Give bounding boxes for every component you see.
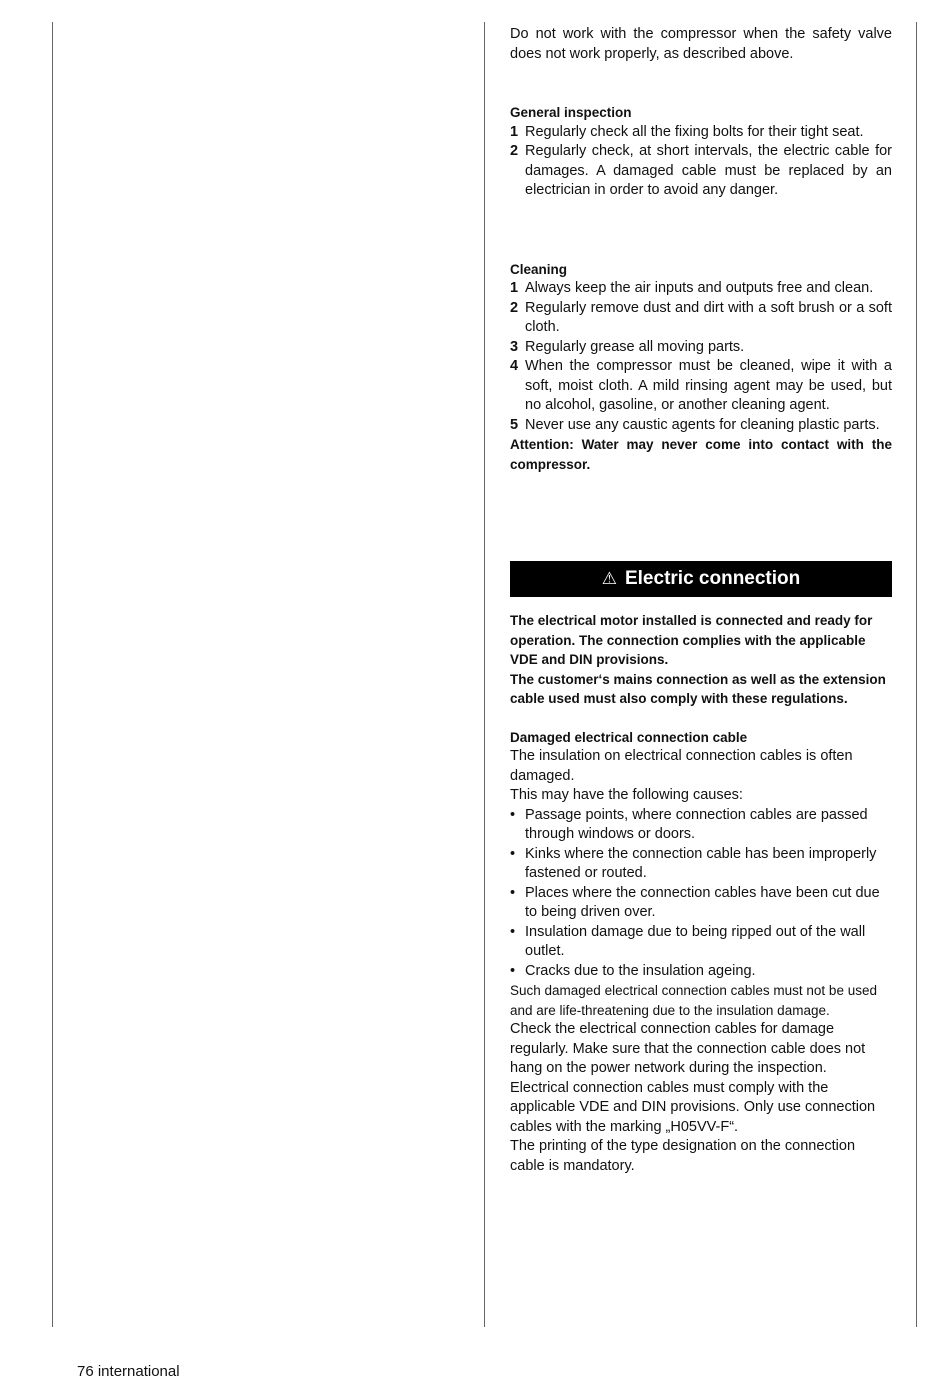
check-cables-paragraph: Check the electrical connection cables for damage regularly. Make sure that the connection cable does not hang on the power network during the inspection.: [510, 1021, 866, 1076]
bullet-text: Places where the connection cables have been cut due to being driven over.: [525, 884, 880, 920]
cleaning-heading: Cleaning: [510, 261, 568, 277]
item-number: 1: [510, 123, 519, 140]
item-number: 3: [510, 338, 519, 355]
bullet-icon: •: [510, 962, 516, 979]
bullet-icon: •: [510, 845, 516, 862]
list-item: [510, 123, 892, 143]
electric-intro-paragraph: The electrical motor installed is connected and ready for operation. The connection complies with the applicable VDE and DIN provisions.: [510, 613, 873, 667]
right-text-column: [510, 25, 892, 1176]
damaged-paragraph: The insulation on electrical connection cables is often damaged.: [510, 748, 853, 784]
bullet-text: Kinks where the connection cable has been improperly fastened or routed.: [525, 845, 877, 881]
type-designation-paragraph: The printing of the type designation on the connection cable is mandatory.: [510, 1138, 856, 1174]
bullet-text: Insulation damage due to being ripped out of the wall outlet.: [525, 923, 866, 959]
bullet-text: Cracks due to the insulation ageing.: [525, 962, 756, 979]
list-item: [510, 357, 892, 416]
bullet-icon: •: [510, 806, 516, 823]
banner-title: Electric connection: [624, 568, 801, 589]
item-text: Regularly grease all moving parts.: [525, 338, 745, 355]
electric-connection-banner: [510, 561, 892, 597]
item-number: 1: [510, 280, 519, 296]
item-text: Always keep the air inputs and outputs free and clean.: [525, 280, 874, 296]
general-inspection-heading: General inspection: [510, 105, 632, 120]
electric-intro-paragraph: The customer‘s mains connection as well as the extension cable used must also comply with these regulations.: [510, 671, 886, 706]
damaged-cable-heading: Damaged electrical connection cable: [510, 729, 748, 745]
list-item: [510, 142, 892, 201]
bullet-icon: •: [510, 923, 516, 940]
electric-intro: [510, 611, 892, 709]
warning-triangle-icon: ⚠: [601, 569, 617, 588]
bullet-item: [510, 806, 892, 845]
item-text: Never use any caustic agents for cleaning plastic parts.: [525, 416, 880, 433]
cable-compliance-paragraph: Electrical connection cables must comply with the applicable VDE and DIN provisions. Only use connection cables with the marking „H05VV-F“.: [510, 1079, 876, 1135]
attention-note: Attention: Water may never come into contact with the compressor.: [510, 437, 892, 472]
safety-valve-note: Do not work with the compressor when the safety valve does not work properly, as described above.: [510, 26, 892, 62]
left-margin-rule: [52, 22, 53, 1327]
page-footer: 76 international: [77, 1363, 180, 1380]
bullet-item: [510, 962, 892, 982]
bullet-item: [510, 884, 892, 923]
cleaning-section: [510, 260, 892, 475]
item-text: When the compressor must be cleaned, wipe it with a soft, moist cloth. A mild rinsing agent may be used, but no alcohol, gasoline, or another cleaning agent.: [525, 358, 892, 413]
item-text: Regularly check, at short intervals, the electric cable for damages. A damaged cable must be replaced by an electrician in order to avoid any danger.: [525, 143, 892, 198]
damaged-cable-section: [510, 728, 892, 1177]
list-item: [510, 338, 892, 358]
item-number: 2: [510, 143, 519, 159]
bullet-icon: •: [510, 884, 516, 901]
list-item: [510, 416, 892, 436]
right-margin-rule: [916, 22, 917, 1327]
item-number: 5: [510, 416, 519, 433]
general-inspection-section: [510, 103, 892, 201]
life-threatening-note: Such damaged electrical connection cables must not be used and are life-threatening due to the insulation damage.: [510, 983, 877, 1018]
list-item: [510, 279, 892, 299]
bullet-item: [510, 845, 892, 884]
item-number: 4: [510, 358, 519, 374]
damaged-paragraph: This may have the following causes:: [510, 787, 743, 803]
bullet-item: [510, 923, 892, 962]
list-item: [510, 299, 892, 338]
item-number: 2: [510, 299, 519, 316]
bullet-text: Passage points, where connection cables are passed through windows or doors.: [525, 806, 868, 842]
item-text: Regularly check all the fixing bolts for their tight seat.: [525, 123, 864, 140]
column-divider-rule: [484, 22, 485, 1327]
item-text: Regularly remove dust and dirt with a soft brush or a soft cloth.: [525, 299, 892, 335]
